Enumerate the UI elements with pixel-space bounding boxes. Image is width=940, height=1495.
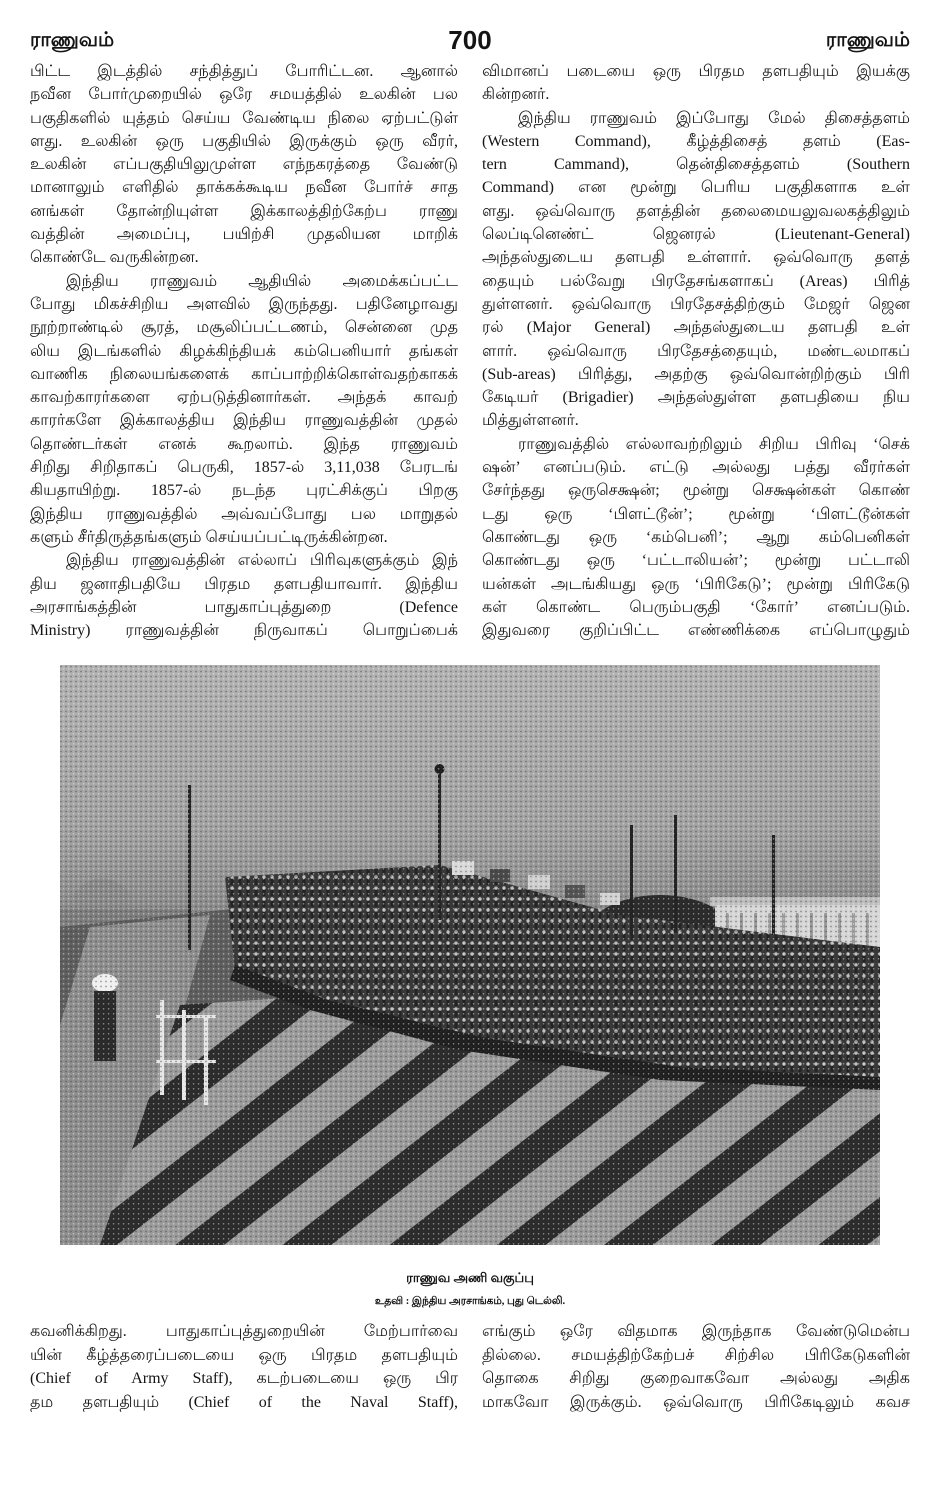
paragraph <box>30 60 458 270</box>
text-line: ஷன்’ எனப்படும். எட்டு அல்லது பத்து வீரர்கள் <box>482 459 910 477</box>
text-line: வத்தின் அமைப்பு, பயிற்சி முதலியன மாறிக் <box>30 226 458 244</box>
paragraph <box>482 60 910 107</box>
text-line: ளது. ஒவ்வொரு தளத்தின் தலைமையலுவலகத்திலும் <box>482 202 910 220</box>
page-number: 700 <box>448 25 492 55</box>
running-head-right: ராணுவம் <box>825 29 910 51</box>
figure-credit: உதவி : இந்திய அரசாங்கம், புது டெல்லி. <box>374 1296 566 1307</box>
text-line: தொகை சிறிது குறைவாகவோ அல்லது அதிக <box>482 1370 910 1388</box>
text-line: களும் சீர்திருத்தங்களும் செய்யப்பட்டிருக்கின்றன. <box>30 528 388 546</box>
text-line: போது மிகச்சிறிய அளவில் இருந்தது. பதினேழாவது <box>30 295 458 313</box>
text-line: கவனிக்கிறது. பாதுகாப்புத்துறையின் மேற்பார்வை <box>30 1323 458 1340</box>
text-line: tern Cammand), தென்திசைத்தளம் (Southern <box>482 156 910 174</box>
text-line: தொண்டர்கள் எனக் கூறலாம். இந்த ராணுவம் <box>30 435 458 453</box>
text-line: இந்திய ராணுவம் ஆதியில் அமைக்கப்பட்ட <box>66 272 458 290</box>
text-line: தம தளபதியும் (Chief of the Naval Staff), <box>30 1393 458 1411</box>
text-line: ளார். ஒவ்வொரு பிரதேசத்தையும், மண்டலமாகப் <box>482 342 910 360</box>
text-line: மித்துள்ளனர். <box>482 412 579 430</box>
paragraph <box>30 270 458 550</box>
halftone-grain <box>60 665 880 1245</box>
text-line: தில்லை. சமயத்திற்கேற்பச் சிற்சில பிரிகேடுகளின் <box>482 1346 910 1364</box>
text-line: Ministry) ராணுவத்தின் நிருவாகப் பொறுப்பைக் <box>30 622 458 640</box>
text-line: நூற்றாண்டில் சூரத், மசூலிப்பட்டணம், சென்னை முத <box>30 319 458 337</box>
paragraph <box>482 433 910 643</box>
text-line: காரர்களே இக்காலத்திய இந்திய ராணுவத்தின் முதல் <box>30 412 458 430</box>
upper-right-column <box>482 60 910 642</box>
text-line: பிட்ட இடத்தில் சந்தித்துப் போரிட்டன. ஆனால் <box>30 63 458 80</box>
text-line: லிய இடங்களில் கிழக்கிந்தியக் கம்பெனியார் தங்கள் <box>30 342 458 360</box>
text-line: Command) என மூன்று பெரிய பகுதிகளாக உள் <box>482 179 910 197</box>
text-line: (Chief of Army Staff), கடற்படையை ஒரு பிர <box>30 1370 458 1388</box>
parade-photo <box>60 665 880 1245</box>
text-line: கின்றனர். <box>482 86 550 104</box>
text-line: இந்திய ராணுவத்தின் எல்லாப் பிரிவுகளுக்கும் இந் <box>66 552 458 570</box>
text-line: கள் கொண்ட பெரும்பகுதி ‘கோர்’ எனப்படும். <box>482 598 910 616</box>
text-line: னங்கள் தோன்றியுள்ள இக்காலத்திற்கேற்ப ராணு <box>30 202 458 220</box>
text-line: அந்தஸ்துடைய தளபதி உள்ளார். ஒவ்வொரு தளத் <box>482 249 910 267</box>
text-line: விமானப் படையை ஒரு பிரதம தளபதியும் இயக்கு <box>482 63 910 80</box>
upper-left-column <box>30 60 458 642</box>
text-line: (Sub-areas) பிரித்து, அதற்கு ஒவ்வொன்றிற்கும் பிரி <box>482 365 910 383</box>
text-line: இதுவரை குறிப்பிட்ட எண்ணிக்கை எப்பொழுதும் <box>482 622 910 640</box>
text-line: ளது. உலகின் ஒரு பகுதியில் இருக்கும் ஒரு வீரர், <box>30 132 458 150</box>
text-line: பகுதிகளில் யுத்தம் செய்ய வேண்டிய நிலை ஏற்பட்டுள் <box>30 109 458 127</box>
text-line: உலகின் எப்பகுதியிலுமுள்ள எந்நகரத்தை வேண்டு <box>30 156 458 174</box>
text-line: கொண்டது ஒரு ‘கம்பெனி’; ஆறு கம்பெனிகள் <box>482 528 910 546</box>
text-line: கேடியர் (Brigadier) அந்தஸ்துள்ள தளபதியை நிய <box>482 389 910 407</box>
text-line: சேர்ந்தது ஒருசெக்ஷன்; மூன்று செக்ஷன்கள் கொண் <box>482 482 910 500</box>
text-line: இந்திய ராணுவம் இப்போது மேல் திசைத்தளம் <box>518 109 910 127</box>
text-line: லெப்டினெண்ட் ஜெனரல் (Lieutenant-General) <box>482 226 910 244</box>
text-line: யன்கள் அடங்கியது ஒரு ‘பிரிகேடு’; மூன்று பிரிகேடு <box>482 575 910 593</box>
text-line: துள்ளனர். ஒவ்வொரு பிரதேசத்திற்கும் மேஜர் ஜென <box>482 295 910 313</box>
paragraph <box>482 107 910 433</box>
lower-right-column <box>482 1320 910 1414</box>
text-line: கொண்டது ஒரு ‘பட்டாலியன்’; மூன்று பட்டாலி <box>482 552 910 570</box>
text-line: மாகவோ இருக்கும். ஒவ்வொரு பிரிகேடிலும் கவச <box>482 1393 910 1411</box>
paragraph <box>30 549 458 642</box>
text-line: எங்கும் ஒரே விதமாக இருந்தாக வேண்டுமென்ப <box>482 1323 910 1340</box>
lower-left-column <box>30 1320 458 1414</box>
parade-photo-image <box>60 665 880 1245</box>
text-line: மானாலும் எளிதில் தாக்கக்கூடிய நவீன போர்ச் சாத <box>30 179 458 197</box>
text-line: நவீன போர்முறையில் ஒரே சமயத்தில் உலகின் பல <box>30 86 458 104</box>
text-line: ரல் (Major General) அந்தஸ்துடைய தளபதி உள் <box>482 319 910 337</box>
text-line: திய ஜனாதிபதியே பிரதம தளபதியாவார். இந்திய <box>30 575 458 593</box>
figure-caption: ராணுவ அணி வகுப்பு <box>406 1270 534 1285</box>
text-line: இந்திய ராணுவத்தில் அவ்வப்போது பல மாறுதல் <box>30 505 458 523</box>
text-line: யின் கீழ்த்தரைப்படையை ஒரு பிரதம தளபதியும் <box>30 1346 458 1364</box>
text-line: சிறிது சிறிதாகப் பெருகி, 1857-ல் 3,11,038 பேரடங் <box>30 459 458 477</box>
text-line: வாணிக நிலையங்களைக் காப்பாற்றிக்கொள்வதற்காகக் <box>30 365 458 383</box>
text-line: ராணுவத்தில் எல்லாவற்றிலும் சிறிய பிரிவு ‘செக் <box>518 435 910 453</box>
running-head-left: ராணுவம் <box>30 29 115 51</box>
text-line: கியதாயிற்று. 1857-ல் நடந்த புரட்சிக்குப் பிறகு <box>30 482 458 500</box>
text-line: காவற்காரர்களை ஏற்படுத்தினார்கள். அந்தக் காவற் <box>30 389 458 407</box>
text-line: (Western Command), கீழ்த்திசைத் தளம் (Eas- <box>482 132 910 150</box>
text-line: டது ஒரு ‘பிளட்டூன்’; மூன்று ‘பிளட்டூன்கள் <box>482 505 910 523</box>
text-line: அரசாங்கத்தின் பாதுகாப்புத்துறை (Defence <box>30 598 458 616</box>
text-line: தையும் பல்வேறு பிரதேசங்களாகப் (Areas) பிரித் <box>482 272 910 290</box>
text-line: கொண்டே வருகின்றன. <box>30 249 199 267</box>
